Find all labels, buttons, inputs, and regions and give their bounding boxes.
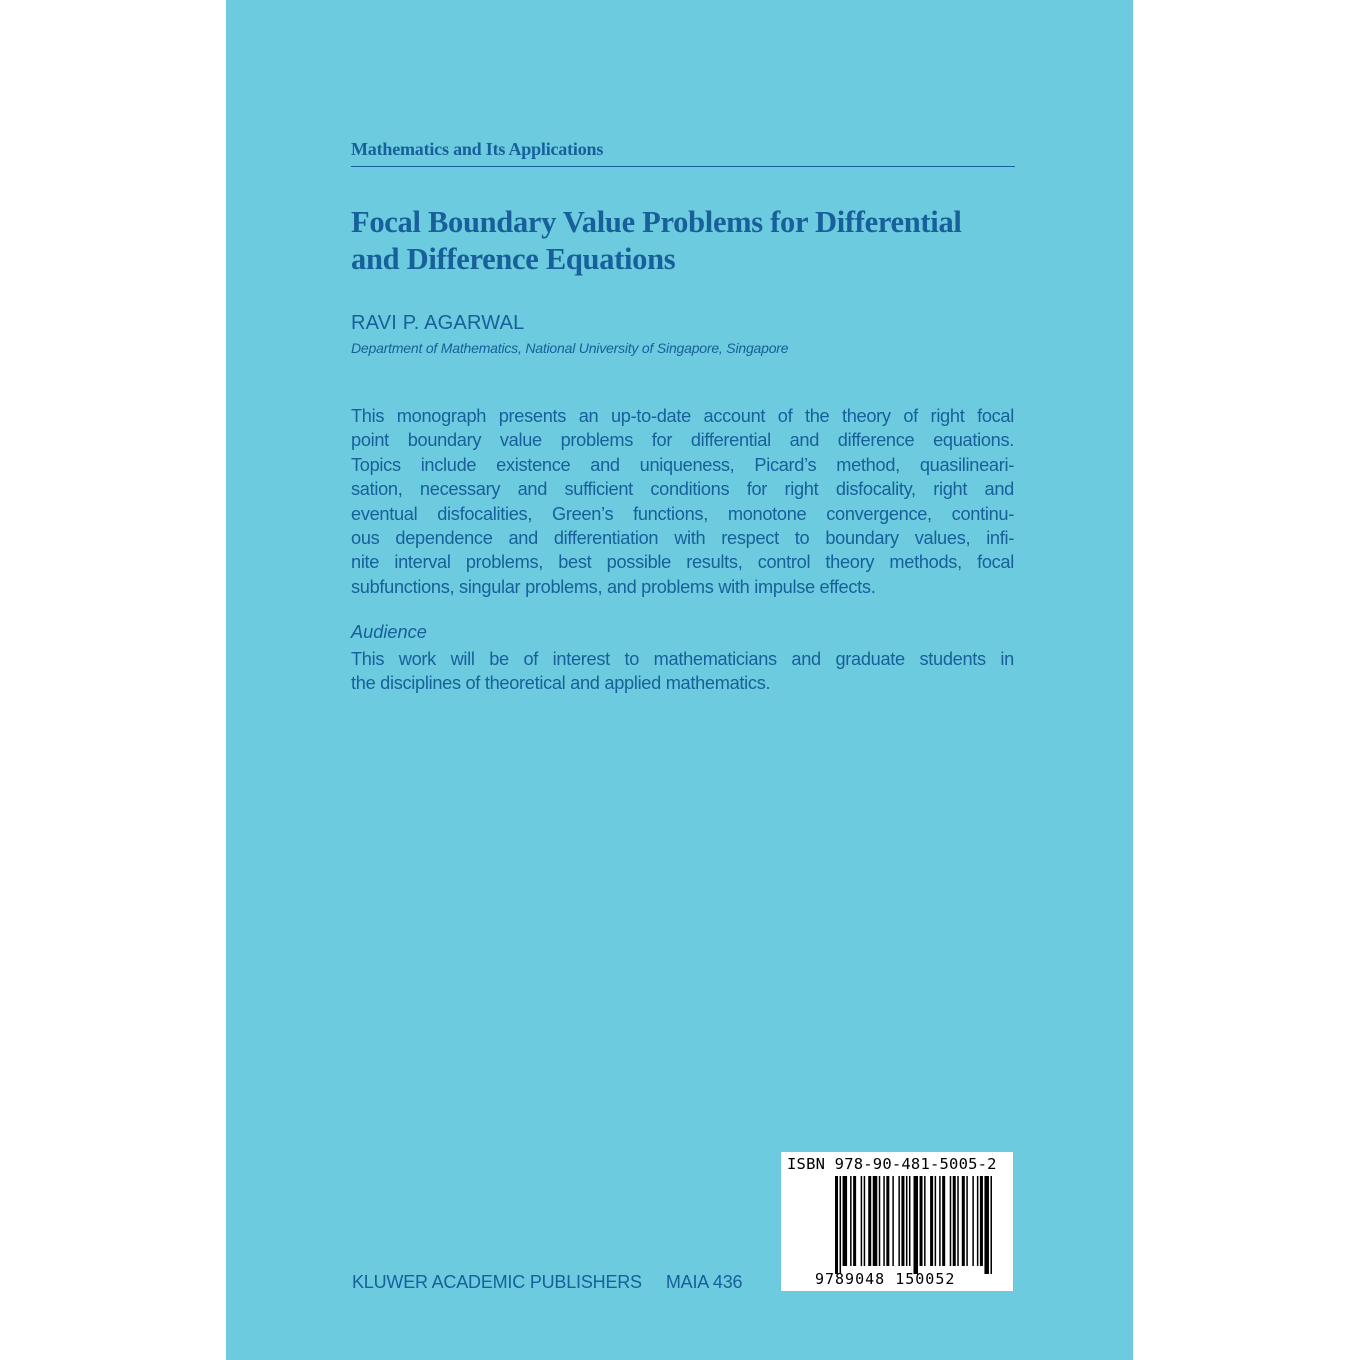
title-line: Focal Boundary Value Problems for Differential <box>351 205 962 239</box>
barcode-bar <box>868 1176 871 1266</box>
barcode-bar <box>886 1176 889 1266</box>
title-line: and Difference Equations <box>351 242 676 276</box>
barcode-bar <box>930 1176 933 1266</box>
description-line: point boundary value problems for differential and difference equations. <box>351 430 1014 451</box>
description-line: eventual disfocalities, Green’s functions, monotone convergence, continu- <box>351 503 1014 524</box>
ean-remaining-digits: 789048 150052 <box>825 1270 956 1288</box>
barcode-bar <box>850 1176 852 1266</box>
barcode-bar <box>853 1176 856 1266</box>
barcode-bar <box>906 1176 908 1266</box>
series-name: Mathematics and Its Applications <box>351 139 1015 167</box>
publisher-name: KLUWER ACADEMIC PUBLISHERS <box>352 1272 642 1292</box>
author-affiliation: Department of Mathematics, National University of Singapore, Singapore <box>351 340 789 356</box>
description-line: nite interval problems, best possible results, control theory methods, focal <box>351 552 1014 573</box>
barcode-bar <box>901 1176 904 1266</box>
barcode-bar <box>939 1176 941 1266</box>
book-description <box>351 404 1014 599</box>
description-line: Topics include existence and uniqueness, Picard’s method, quasilineari- <box>351 454 1014 475</box>
ean-digits <box>815 1270 1005 1288</box>
barcode-bar <box>957 1176 959 1266</box>
barcode-bar <box>966 1176 968 1266</box>
barcode-bars <box>835 1176 995 1274</box>
barcode-bar <box>835 1176 838 1274</box>
audience-line: the disciplines of theoretical and applied mathematics. <box>351 673 771 694</box>
description-line: ous dependence and differentiation with respect to boundary values, infi- <box>351 528 1014 549</box>
isbn-number: ISBN 978-90-481-5005-2 <box>787 1155 997 1173</box>
description-line: subfunctions, singular problems, and problems with impulse effects. <box>351 576 876 597</box>
barcode-bar <box>843 1176 848 1266</box>
barcode-bar <box>980 1176 983 1266</box>
description-line: sation, necessary and sufficient conditions for right disfocality, right and <box>351 479 1014 500</box>
barcode-bar <box>913 1176 918 1274</box>
book-back-cover <box>226 0 1133 1360</box>
barcode-bar <box>977 1176 979 1266</box>
barcode-bar <box>864 1176 866 1266</box>
barcode-bar <box>990 1176 992 1274</box>
barcode-bar <box>892 1176 894 1266</box>
barcode-bar <box>909 1176 911 1266</box>
barcode-bar <box>861 1176 863 1266</box>
barcode-bar <box>924 1176 926 1266</box>
barcode-bar <box>972 1176 974 1266</box>
barcode-bar <box>920 1176 923 1266</box>
barcode-bar <box>898 1176 900 1266</box>
barcode-bar <box>873 1176 878 1266</box>
barcode-bar <box>840 1176 842 1274</box>
ean-first-digit: 9 <box>815 1270 826 1288</box>
publisher-line <box>352 1272 742 1293</box>
barcode-bar <box>962 1176 965 1266</box>
audience-text <box>351 647 1014 696</box>
barcode-bar <box>984 1176 989 1274</box>
barcode-bar <box>942 1176 945 1266</box>
description-line: This monograph presents an up-to-date account of the theory of right focal <box>351 406 1014 426</box>
audience-line: This work will be of interest to mathematicians and graduate students in <box>351 649 1014 669</box>
barcode-bar <box>879 1176 881 1266</box>
barcode-bar <box>935 1176 937 1266</box>
barcode-label <box>781 1152 1013 1291</box>
series-code: MAIA 436 <box>665 1272 743 1292</box>
book-title <box>351 204 1021 278</box>
barcode-bar <box>950 1176 952 1266</box>
barcode-bar <box>883 1176 885 1266</box>
audience-heading: Audience <box>351 622 427 642</box>
author-name: RAVI P. AGARWAL <box>351 312 525 334</box>
barcode-bar <box>953 1176 956 1266</box>
